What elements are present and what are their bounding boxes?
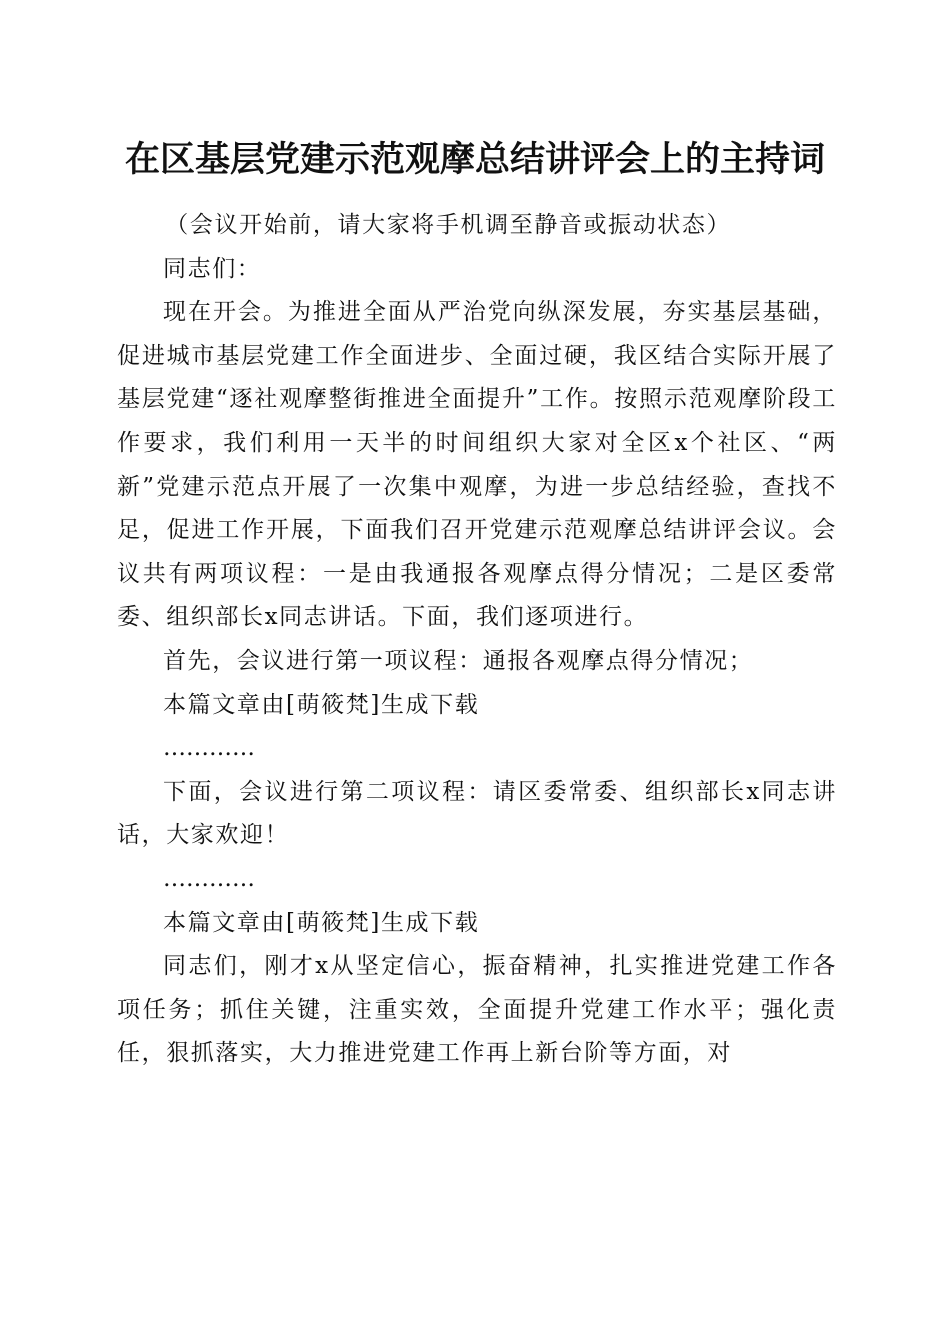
paragraph-agenda-two: 下面，会议进行第二项议程：请区委常委、组织部长x同志讲话，大家欢迎！ (117, 778, 837, 849)
paragraph-agenda-one: 首先，会议进行第一项议程：通报各观摩点得分情况； (163, 647, 754, 674)
paragraph-closing: 同志们，刚才x从坚定信心，振奋精神，扎实推进党建工作各项任务；抓住关键，注重实效，全面提升党建工作水平；强化责任，狠抓落实，大力推进党建工作再上新台阶等方面，对 (117, 953, 837, 1067)
paragraph-source-note: 本篇文章由[萌筱梵]生成下载 (163, 909, 480, 936)
document-title: 在区基层党建示范观摩总结讲评会上的主持词 (124, 139, 825, 180)
paragraph-ellipsis: ………… (163, 735, 255, 762)
document-body (117, 204, 837, 1076)
paragraph-ellipsis: ………… (163, 865, 255, 892)
paragraph-salutation: 同志们： (163, 255, 262, 282)
paragraph-source-note: 本篇文章由[萌筱梵]生成下载 (163, 691, 480, 718)
paragraph-opening: 现在开会。为推进全面从严治党向纵深发展，夯实基层基础，促进城市基层党建工作全面进步、全面过硬，我区结合实际开展了基层党建“逐社观摩整街推进全面提升”工作。按照示范观摩阶段工作要求，我们利用一天半的时间组织大家对全区x个社区、“两新”党建示范点开展了一次集中观摩，为进一步总结经验，查找不足，促进工作开展，下面我们召开党建示范观摩总结讲评会议。会议共有两项议程：一是由我通报各观摩点得分情况；二是区委常委、组织部长x同志讲话。下面，我们逐项进行。 (117, 299, 837, 631)
paragraph-reminder: （会议开始前，请大家将手机调至静音或振动状态） (165, 212, 732, 238)
